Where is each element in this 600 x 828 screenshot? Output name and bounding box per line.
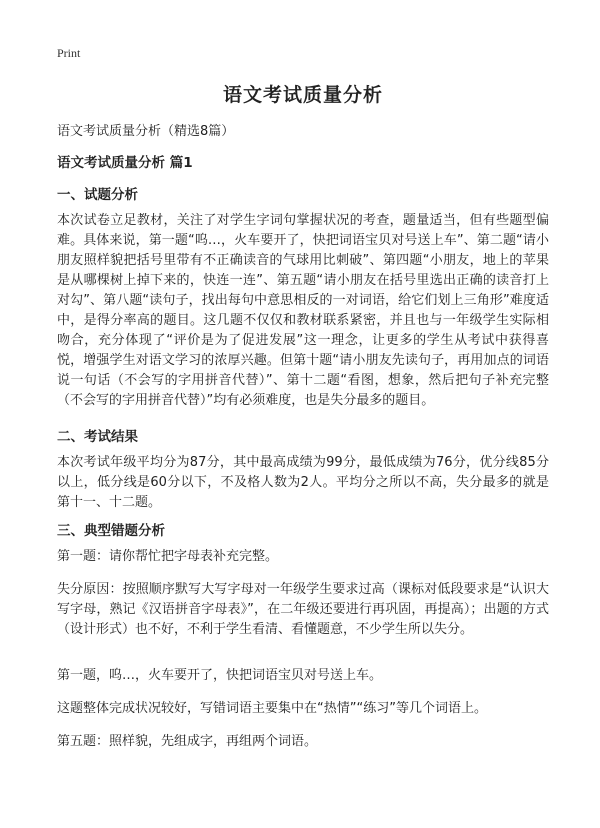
document-subtitle: 语文考试质量分析（精选8篇） [57, 124, 235, 139]
section-heading-results: 二、考试结果 [57, 429, 138, 445]
paragraph-error-summary: 这题整体完成状况较好，写错词语主要集中在“热情”“练习”等几个词语上。 [57, 701, 487, 716]
print-label: Print [57, 46, 81, 60]
paragraph-error-train: 第一题，呜…，火车要开了，快把词语宝贝对号送上车。 [57, 668, 383, 683]
paragraph-error-q5: 第五题：照样貌，先组成字，再组两个词语。 [57, 734, 318, 749]
paragraph-results: 本次考试年级平均分为87分，其中最高成绩为99分，最低成绩为76分，优分线85分以上，低分线是60分以下，不及格人数为2人。平均分之所以不高，失分最多的就是第十一、十二题。 [57, 455, 549, 510]
paragraph-analysis: 本次试卷立足教材，关注了对学生字词句掌握状况的考查，题量适当，但有些题型偏难。具体来说，第一题“呜…，火车要开了，快把词语宝贝对号送上车”、第二题“请小朋友照样貌把括号里带有不正确读音的气球用比刺破”、第四题“小朋友，地上的苹果是从哪棵树上掉下来的，快连一连”、第五题“请小朋友在括号里选出正确的读音打上对勾”、第八题“读句子，找出每句中意思相反的一对词语，给它们划上三角形”难度适中，是得分率高的题目。这几题不仅仅和教材联系紧密，并且也与一年级学生实际相吻合，充分体现了“评价是为了促进发展”这一理念，让更多的学生从考试中获得喜悦，增强学生对语文学习的浓厚兴趣。但第十题“请小朋友先读句子，再用加点的词语说一句话（不会写的字用拼音代替）”、第十二题“看图，想象，然后把句子补充完整（不会写的字用拼音代替）”均有必须难度，也是失分最多的题目。 [57, 213, 549, 408]
section-heading-errors: 三、典型错题分析 [57, 523, 165, 539]
paragraph-error-q1: 第一题：请你帮忙把字母表补充完整。 [57, 549, 279, 564]
paragraph-error-reason: 失分原因：按照顺序默写大写字母对一年级学生要求过高（课标对低段要求是“认识大写字母，熟记《汉语拼音字母表》”，在二年级还要进行再巩固，再提高）；出题的方式（设计形式）也不好，不利于学生看清、看懂题意，不少学生所以失分。 [57, 582, 549, 637]
section-heading-analysis: 一、试题分析 [57, 187, 138, 203]
chapter-title: 语文考试质量分析 篇1 [57, 155, 193, 171]
document-title: 语文考试质量分析 [222, 84, 383, 106]
